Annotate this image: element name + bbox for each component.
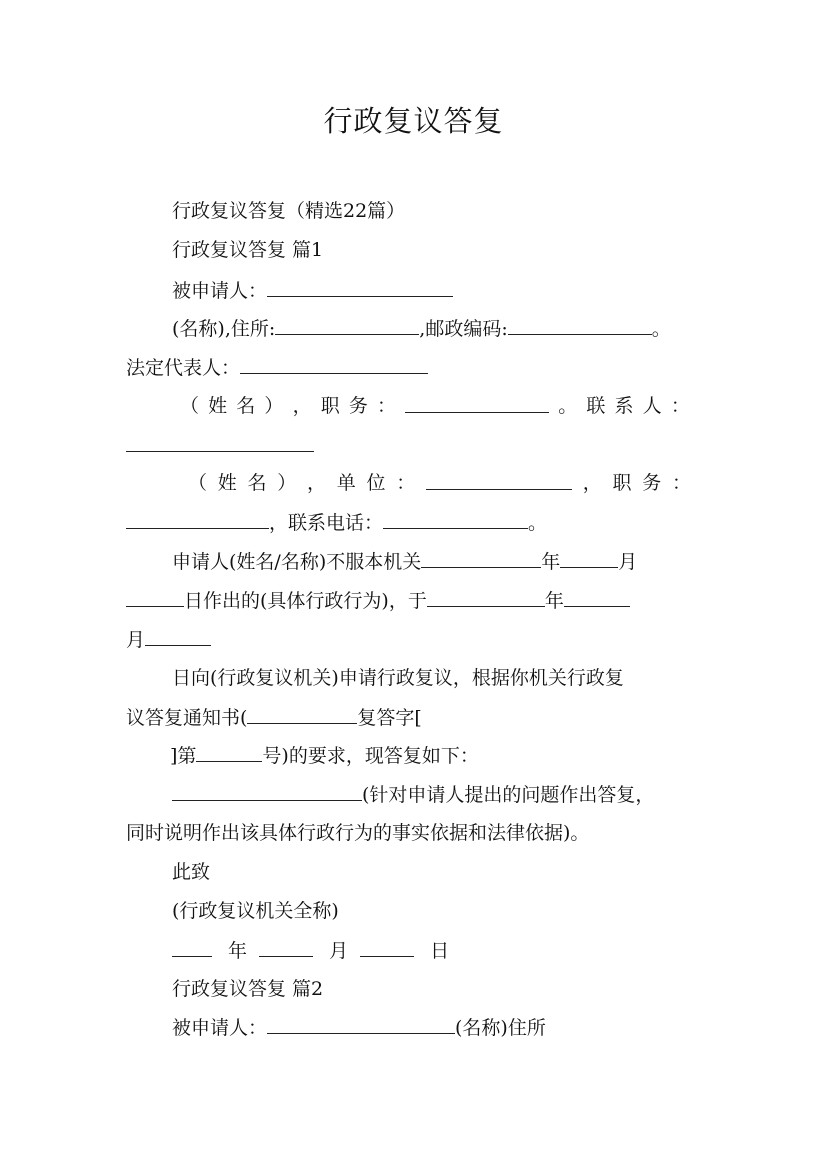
legal-rep-line: 法定代表人： bbox=[126, 353, 428, 381]
body-line: 同时说明作出该具体行政行为的事实依据和法律依据)。 bbox=[126, 822, 590, 844]
spaced-char: 务 bbox=[642, 472, 662, 494]
blank-field bbox=[145, 625, 211, 646]
blank-field bbox=[564, 586, 630, 607]
address-line: (名称),住所: ,邮政编码: 。 bbox=[172, 314, 671, 342]
spaced-char: 姓 bbox=[208, 395, 228, 417]
spaced-char: ） bbox=[277, 472, 297, 494]
spaced-char: 。 bbox=[558, 395, 578, 417]
respondent-line: 被申请人： bbox=[172, 276, 453, 304]
spaced-char: ， bbox=[582, 472, 602, 494]
spaced-char: ： bbox=[670, 395, 690, 417]
blank-field bbox=[267, 1013, 455, 1034]
blank-field bbox=[383, 508, 528, 529]
spaced-char: ： bbox=[671, 472, 691, 494]
spaced-char: ， bbox=[292, 395, 312, 417]
blank-field bbox=[240, 353, 428, 374]
body-line: 议答复通知书( 复答字[ bbox=[126, 703, 422, 731]
spaced-char: 务 bbox=[348, 395, 368, 417]
section-heading-1: 行政复议答复 篇1 bbox=[172, 239, 324, 261]
spaced-char: 姓 bbox=[217, 472, 237, 494]
blank-field bbox=[405, 392, 549, 413]
blank-field bbox=[426, 469, 572, 490]
spaced-char: 名 bbox=[247, 472, 267, 494]
spaced-char: 职 bbox=[612, 472, 632, 494]
subtitle-line: 行政复议答复（精选22篇） bbox=[172, 200, 406, 222]
spaced-char: （ bbox=[188, 472, 208, 494]
spaced-char: 联 bbox=[586, 395, 606, 417]
blank-field bbox=[427, 586, 545, 607]
blank-field bbox=[126, 508, 269, 529]
signature-org: (行政复议机关全称) bbox=[172, 900, 339, 922]
spaced-char: ： bbox=[396, 472, 416, 494]
body-line: (针对申请人提出的问题作出答复， bbox=[172, 780, 654, 808]
spaced-char: ） bbox=[264, 395, 284, 417]
spaced-char: 单 bbox=[336, 472, 356, 494]
body-line: 日向(行政复议机关)申请行政复议，根据你机关行政复 bbox=[172, 667, 624, 689]
respondent-line: 被申请人： (名称)住所 bbox=[172, 1013, 546, 1041]
spaced-char: ： bbox=[376, 395, 396, 417]
blank-field bbox=[172, 780, 362, 801]
section-heading-2: 行政复议答复 篇2 bbox=[172, 978, 324, 1000]
spaced-char: （ bbox=[180, 395, 200, 417]
blank-field bbox=[360, 936, 414, 957]
blank-field bbox=[275, 314, 419, 335]
blank-field bbox=[259, 936, 313, 957]
blank-field bbox=[421, 547, 541, 568]
blank-field bbox=[126, 586, 184, 607]
blank-field bbox=[267, 276, 453, 297]
contact-blank-line bbox=[126, 431, 314, 459]
blank-field bbox=[508, 314, 652, 335]
date-line: 年 月 日 bbox=[172, 936, 449, 964]
blank-field bbox=[172, 936, 212, 957]
spaced-char: 职 bbox=[320, 395, 340, 417]
spaced-char: 名 bbox=[236, 395, 256, 417]
blank-field bbox=[196, 741, 262, 762]
body-line: ]第 号)的要求，现答复如下： bbox=[170, 741, 479, 769]
body-line: 申请人(姓名/名称)不服本机关 年 月 bbox=[172, 547, 637, 575]
blank-field bbox=[560, 547, 618, 568]
contact-unit-line bbox=[188, 469, 691, 497]
closing-salutation: 此致 bbox=[172, 861, 211, 883]
blank-field bbox=[247, 703, 357, 724]
spaced-char: 系 bbox=[614, 395, 634, 417]
spaced-char: 人 bbox=[642, 395, 662, 417]
document-title: 行政复议答复 bbox=[323, 104, 504, 138]
blank-field bbox=[126, 431, 314, 452]
rep-position-line bbox=[180, 392, 690, 420]
body-line: 月 bbox=[126, 625, 211, 653]
contact-phone-line: ，联系电话： 。 bbox=[126, 508, 547, 536]
spaced-char: 位 bbox=[366, 472, 386, 494]
body-line: 日作出的(具体行政行为)，于 年 bbox=[126, 586, 630, 614]
spaced-char: ， bbox=[307, 472, 327, 494]
